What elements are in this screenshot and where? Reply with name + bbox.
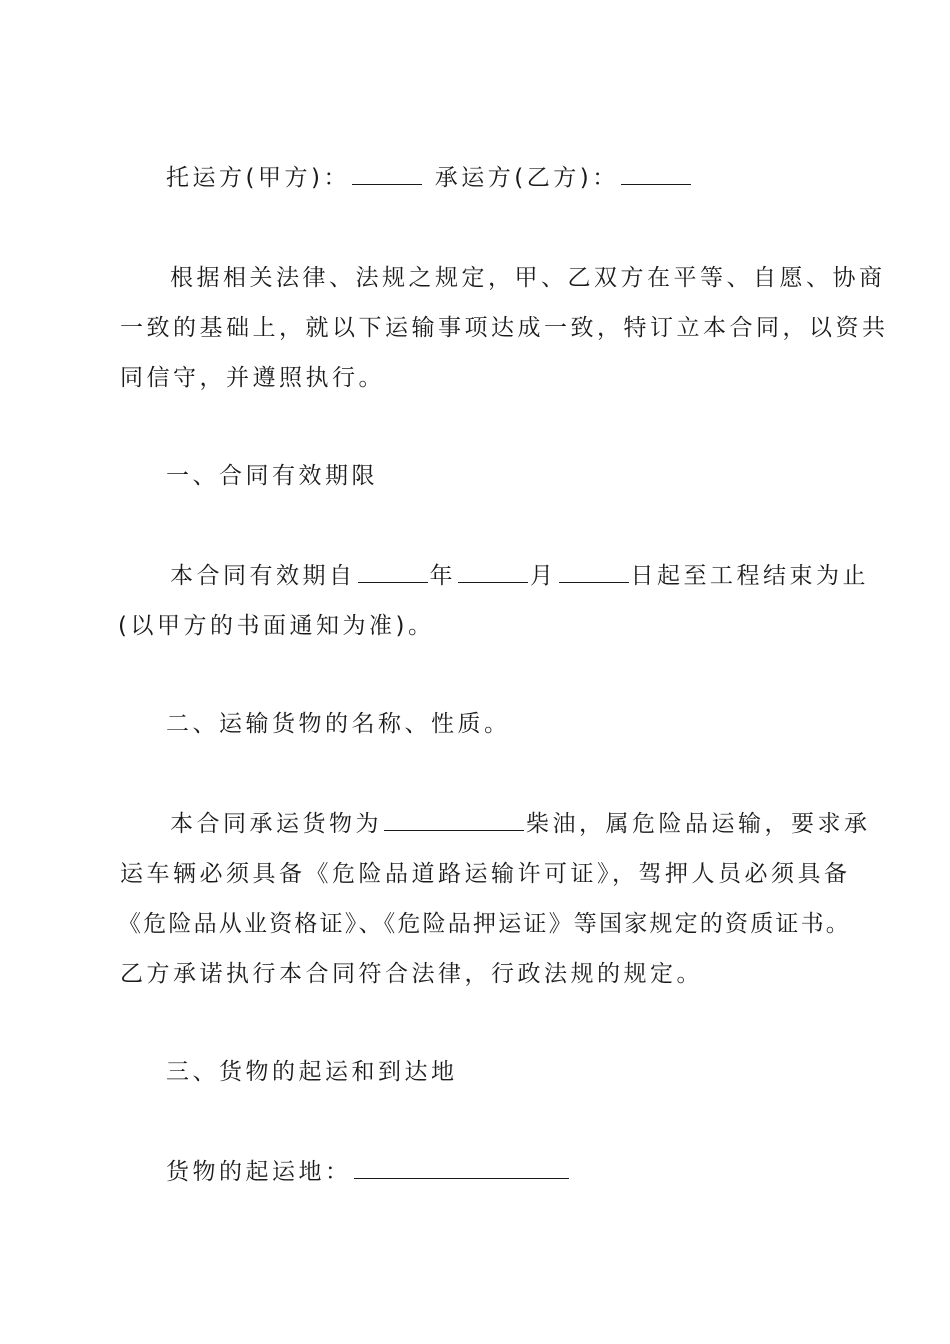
origin-label: 货物的起运地： [166,1159,352,1185]
month-blank [458,560,528,583]
parties-line [166,162,693,194]
year-label: 年 [429,563,456,589]
origin-line [166,1156,571,1188]
goods-text-end: 柴油，属危险品运输，要求承 [526,811,871,837]
shipper-blank [352,162,422,185]
carrier-label: 承运方(乙方)： [434,165,619,191]
section-2-line-1 [170,808,871,840]
section-2-heading: 二、运输货物的名称、性质。 [166,711,511,737]
goods-blank [384,808,524,831]
section-1-heading: 一、合同有效期限 [166,463,378,489]
origin-blank [354,1156,569,1179]
preamble-line-1: 根据相关法律、法规之规定，甲、乙双方在平等、自愿、协商 [170,265,886,291]
goods-text-start: 本合同承运货物为 [170,811,382,837]
validity-text-end: 日起至工程结束为止 [630,563,869,589]
year-blank [358,560,428,583]
preamble-line-3: 同信守，并遵照执行。 [120,365,385,391]
month-label: 月 [530,563,557,589]
shipper-label: 托运方(甲方)： [166,165,350,191]
section-2-line-3: 《危险品从业资格证》、《危险品押运证》等国家规定的资质证书。 [118,911,851,937]
validity-text-start: 本合同有效期自 [170,563,356,589]
section-1-line-1 [170,560,869,592]
section-2-line-2: 运车辆必须具备《危险品道路运输许可证》，驾押人员必须具备 [120,861,851,887]
section-2-line-4: 乙方承诺执行本合同符合法律，行政法规的规定。 [120,961,703,987]
section-3-heading: 三、货物的起运和到达地 [166,1059,458,1085]
carrier-blank [621,162,691,185]
day-blank [559,560,629,583]
preamble-line-2: 一致的基础上，就以下运输事项达成一致，特订立本合同，以资共 [120,315,889,341]
section-1-line-2: (以甲方的书面通知为准)。 [118,613,435,639]
